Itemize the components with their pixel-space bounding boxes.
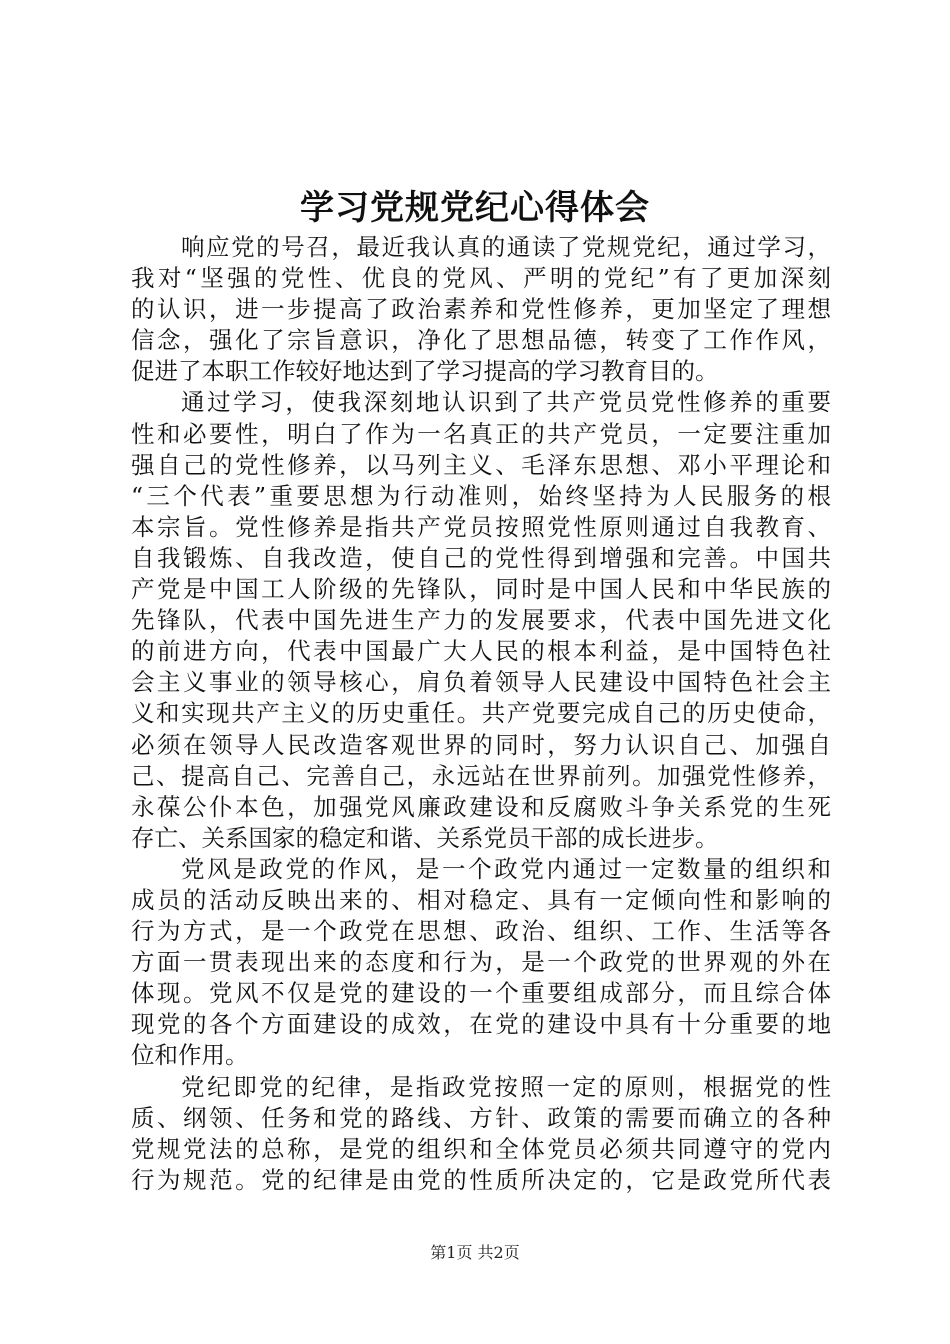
text-line: 党风是政党的作风，是一个政党内通过一定数量的组织和 — [181, 854, 831, 883]
text-line: 响应党的号召，最近我认真的通读了党规党纪，通过学习， — [181, 233, 831, 261]
text-line: 质、纲领、任务和党的路线、方针、政策的需要而确立的各种 — [131, 1103, 831, 1132]
text-line: 本宗旨。党性修养是指共产党员按照党性原则通过自我教育、 — [131, 512, 831, 541]
text-line: 会主义事业的领导核心，肩负着领导人民建设中国特色社会主 — [131, 668, 831, 697]
text-line: 的前进方向，代表中国最广大人民的根本利益，是中国特色社 — [131, 637, 831, 666]
text-line: 党纪即党的纪律，是指政党按照一定的原则，根据党的性 — [181, 1072, 831, 1101]
text-line: 信念，强化了宗旨意识，净化了思想品德，转变了工作作风， — [131, 326, 831, 355]
text-line: 通过学习，使我深刻地认识到了共产党员党性修养的重要 — [181, 388, 831, 417]
text-line: 先锋队，代表中国先进生产力的发展要求，代表中国先进文化 — [131, 606, 831, 635]
text-line: 体现。党风不仅是党的建设的一个重要组成部分，而且综合体 — [131, 979, 831, 1008]
text-line: 强自己的党性修养，以马列主义、毛泽东思想、邓小平理论和 — [131, 450, 831, 479]
text-line: 现党的各个方面建设的成效，在党的建设中具有十分重要的地 — [131, 1010, 831, 1039]
text-line: 行为方式，是一个政党在思想、政治、组织、工作、生活等各 — [131, 917, 831, 946]
text-line: 必须在领导人民改造客观世界的同时，努力认识自己、加强自 — [131, 730, 831, 759]
text-line: 我对“坚强的党性、优良的党风、严明的党纪”有了更加深刻 — [131, 264, 831, 293]
document-title: 学习党规党纪心得体会 — [300, 188, 650, 228]
text-line: 行为规范。党的纪律是由党的性质所决定的，它是政党所代表 — [131, 1165, 831, 1194]
text-line: 存亡、关系国家的稳定和谐、关系党员干部的成长进步。 — [131, 823, 719, 852]
text-line: 永葆公仆本色，加强党风廉政建设和反腐败斗争关系党的生死 — [131, 792, 831, 821]
text-line: 自我锻炼、自我改造，使自己的党性得到增强和完善。中国共 — [131, 543, 831, 572]
text-line: 促进了本职工作较好地达到了学习提高的学习教育目的。 — [131, 357, 719, 386]
text-line: 方面一贯表现出来的态度和行为，是一个政党的世界观的外在 — [131, 948, 831, 977]
text-line: “三个代表”重要思想为行动准则，始终坚持为人民服务的根 — [131, 481, 831, 510]
text-line: 产党是中国工人阶级的先锋队，同时是中国人民和中华民族的 — [131, 575, 831, 604]
document-body — [131, 232, 831, 1196]
text-line: 性和必要性，明白了作为一名真正的共产党员，一定要注重加 — [131, 419, 831, 448]
text-line: 党规党法的总称，是党的组织和全体党员必须共同遵守的党内 — [131, 1134, 831, 1163]
text-line: 己、提高自己、完善自己，永远站在世界前列。加强党性修养， — [131, 761, 831, 790]
page-footer: 第1页 共2页 — [430, 1243, 520, 1262]
text-line: 成员的活动反映出来的、相对稳定、具有一定倾向性和影响的 — [131, 885, 831, 914]
text-line: 位和作用。 — [131, 1041, 249, 1070]
text-line: 义和实现共产主义的历史重任。共产党要完成自己的历史使命， — [131, 699, 831, 728]
text-line: 的认识，进一步提高了政治素养和党性修养，更加坚定了理想 — [131, 295, 831, 324]
